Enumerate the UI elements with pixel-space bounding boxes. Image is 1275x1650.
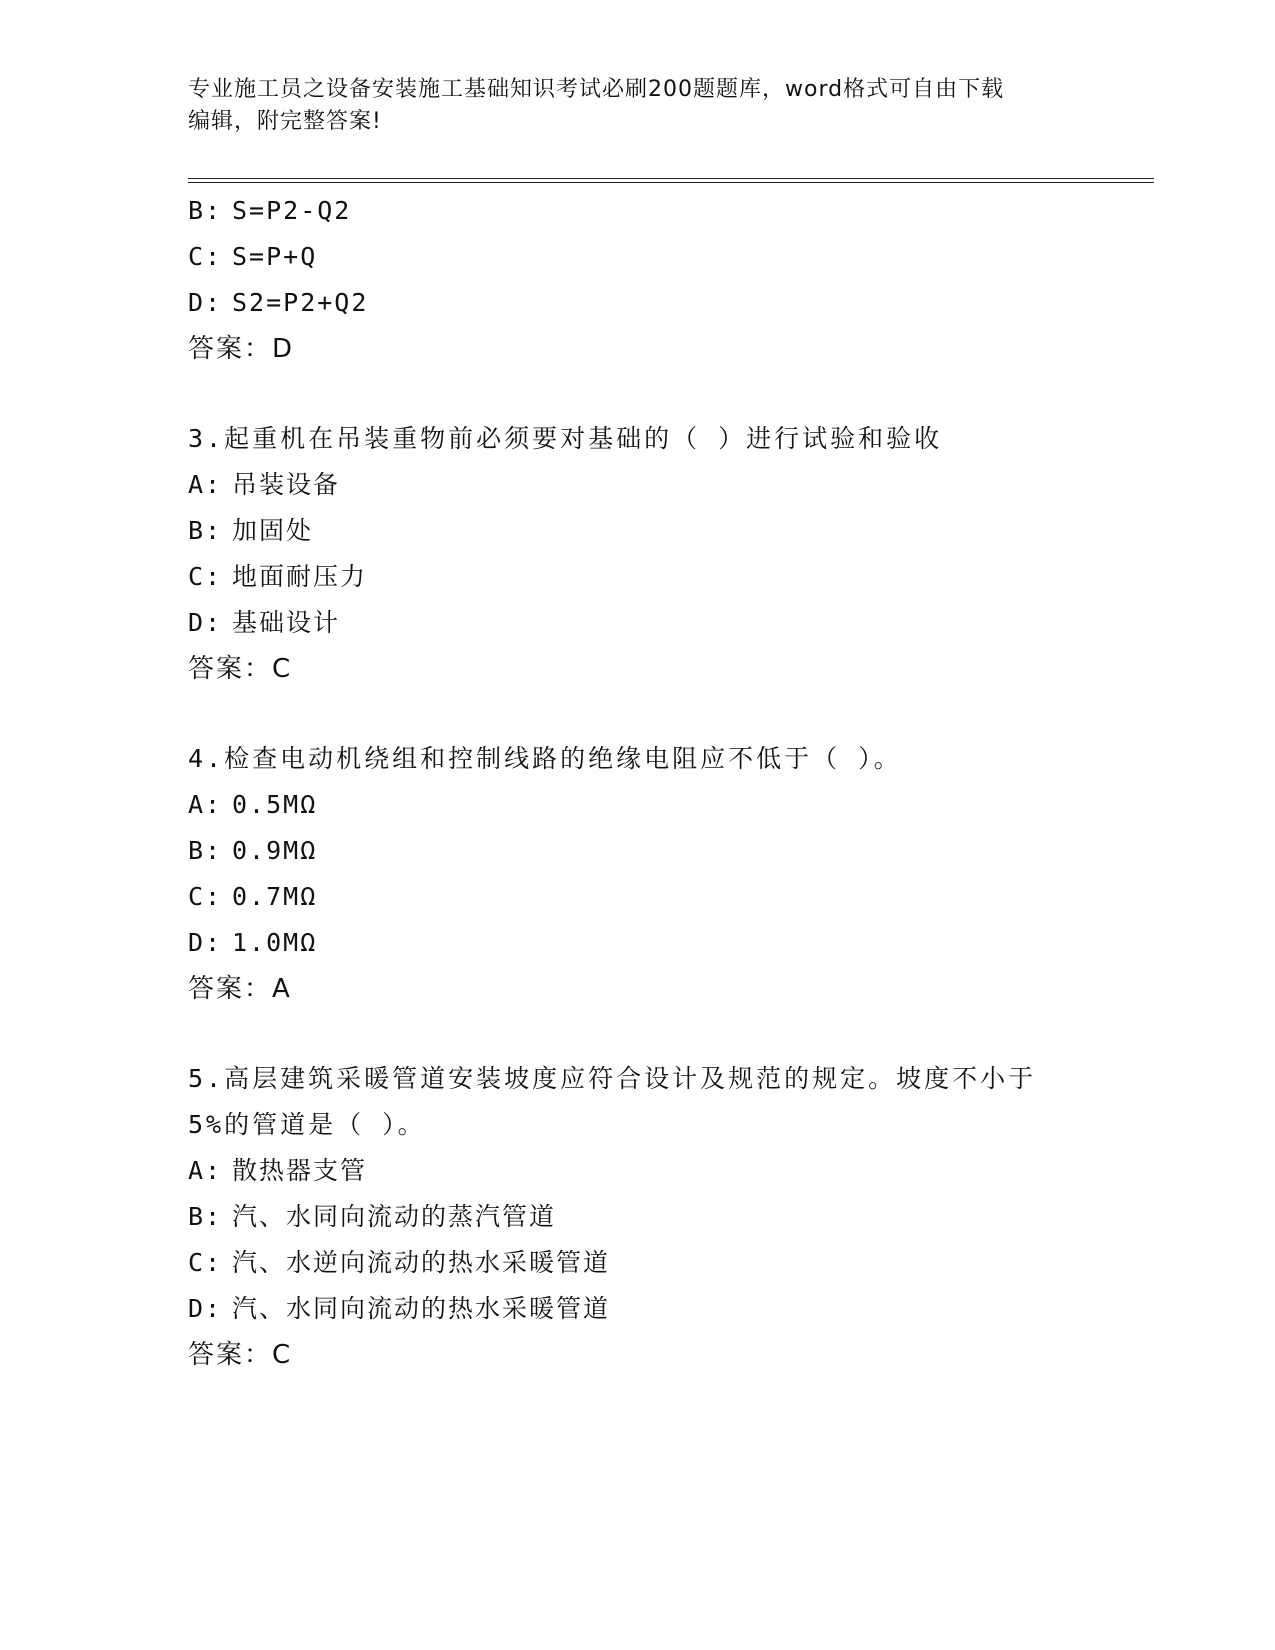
- option-key: C:: [188, 882, 223, 911]
- option-text: S=P+Q: [232, 242, 318, 271]
- option-key: B:: [188, 196, 223, 225]
- option-key: D:: [188, 928, 223, 957]
- option-c: [188, 554, 1154, 600]
- option-key: C:: [188, 1248, 223, 1277]
- option-text: 0.9MΩ: [232, 836, 318, 865]
- option-key: B:: [188, 516, 223, 545]
- option-c: [188, 234, 1154, 280]
- option-key: C:: [188, 242, 223, 271]
- answer-line: 答案：D: [188, 334, 295, 364]
- header-title-line-2: 编辑，附完整答案!: [188, 109, 382, 134]
- option-text: 吊装设备: [232, 470, 341, 499]
- option-text: S2=P2+Q2: [232, 288, 369, 317]
- option-key: D:: [188, 608, 223, 637]
- option-text: 地面耐压力: [232, 562, 368, 591]
- question-block-4: [188, 736, 1154, 1012]
- option-text: 0.7MΩ: [232, 882, 318, 911]
- option-b: [188, 1194, 1154, 1240]
- option-c: [188, 1240, 1154, 1286]
- option-text: 1.0MΩ: [232, 928, 318, 957]
- option-d: [188, 1286, 1154, 1332]
- option-b: [188, 828, 1154, 874]
- question-text-line-1: 5.高层建筑采暖管道安装坡度应符合设计及规范的规定。坡度不小于: [188, 1064, 1037, 1093]
- question-text-line-2: 5%的管道是（ ）。: [188, 1110, 426, 1139]
- option-text: 散热器支管: [232, 1156, 368, 1185]
- option-key: A:: [188, 790, 223, 819]
- option-text: S=P2-Q2: [232, 196, 352, 225]
- option-a: [188, 462, 1154, 508]
- option-text: 基础设计: [232, 608, 341, 637]
- option-key: A:: [188, 1156, 223, 1185]
- question-text: 4.检查电动机绕组和控制线路的绝缘电阻应不低于（ ）。: [188, 744, 902, 773]
- question-list: [188, 188, 1154, 1422]
- question-block-5: [188, 1056, 1154, 1378]
- option-key: A:: [188, 470, 223, 499]
- header-divider: [188, 178, 1154, 183]
- option-text: 汽、水逆向流动的热水采暖管道: [232, 1248, 611, 1277]
- document-header: [188, 74, 1078, 138]
- answer-line: 答案：C: [188, 1340, 293, 1370]
- question-text: 3.起重机在吊装重物前必须要对基础的（ ）进行试验和验收: [188, 424, 943, 453]
- option-d: [188, 920, 1154, 966]
- header-title-line-1: 专业施工员之设备安装施工基础知识考试必刷200题题库，word格式可自由下载: [188, 77, 1005, 102]
- question-block-3: [188, 416, 1154, 692]
- answer-line: 答案：A: [188, 974, 292, 1004]
- option-key: D:: [188, 288, 223, 317]
- option-text: 0.5MΩ: [232, 790, 318, 819]
- option-a: [188, 782, 1154, 828]
- option-key: B:: [188, 1202, 223, 1231]
- option-d: [188, 280, 1154, 326]
- option-d: [188, 600, 1154, 646]
- option-text: 汽、水同向流动的蒸汽管道: [232, 1202, 557, 1231]
- option-key: C:: [188, 562, 223, 591]
- option-text: 加固处: [232, 516, 314, 545]
- option-key: B:: [188, 836, 223, 865]
- answer-line: 答案：C: [188, 654, 293, 684]
- option-a: [188, 1148, 1154, 1194]
- option-b: [188, 188, 1154, 234]
- option-c: [188, 874, 1154, 920]
- option-text: 汽、水同向流动的热水采暖管道: [232, 1294, 611, 1323]
- question-block-partial: [188, 188, 1154, 372]
- option-b: [188, 508, 1154, 554]
- option-key: D:: [188, 1294, 223, 1323]
